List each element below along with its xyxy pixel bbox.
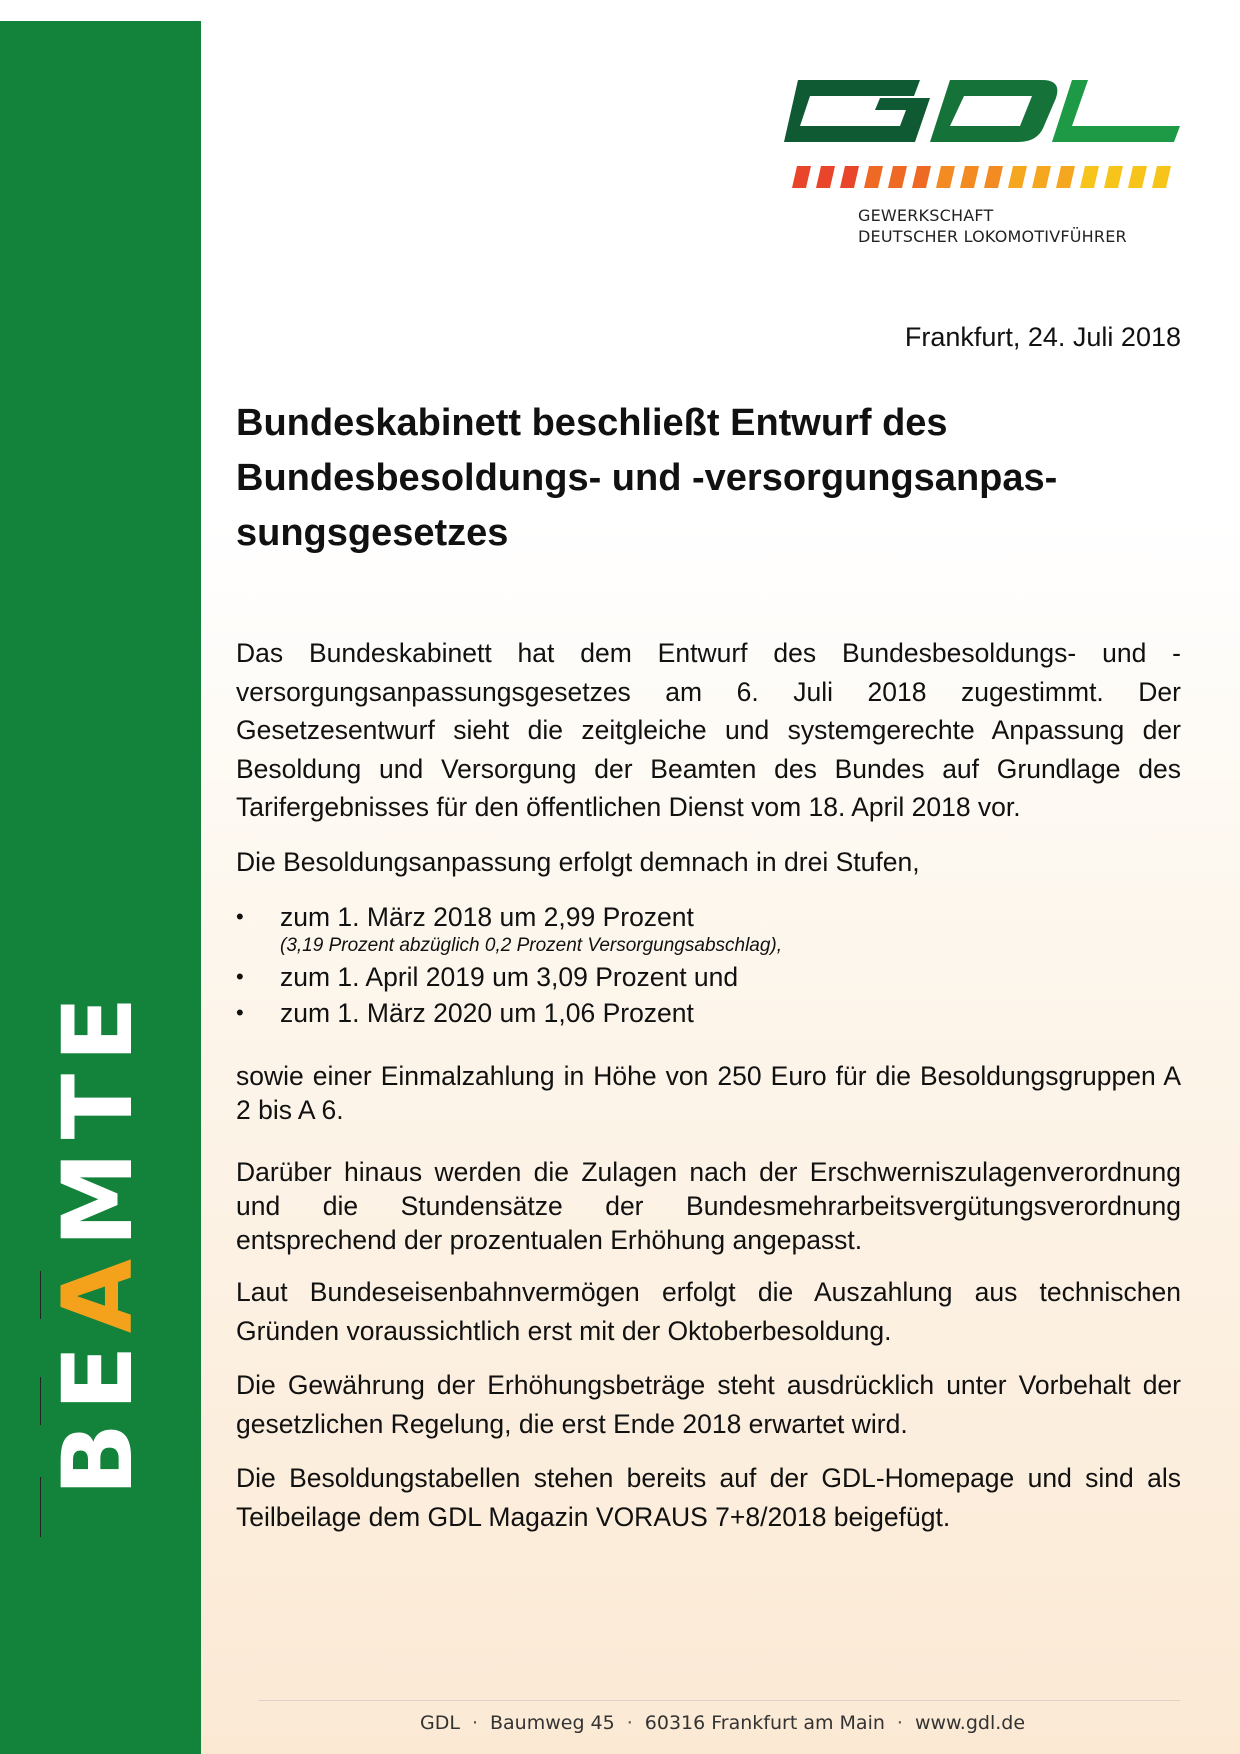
sidebar-tick-mark [40, 1477, 41, 1537]
footer-website[interactable]: www.gdl.de [914, 1712, 1026, 1734]
logo-stripe [888, 166, 907, 188]
paragraph-one-time-payment: sowie einer Einmalzahlung in Höhe von 250 Euro für die Besoldungsgruppen A 2 bis A 6. [236, 1061, 1181, 1125]
logo-stripes [792, 166, 1171, 188]
sidebar-letter: B [42, 1410, 154, 1496]
sidebar-vertical-word [42, 984, 154, 1496]
footer-city: 60316 Frankfurt am Main [644, 1712, 885, 1734]
logo-stripe [1056, 166, 1075, 188]
bullet-icon: • [236, 964, 244, 989]
sidebar-letter: M [42, 1139, 154, 1247]
footer-org: GDL [420, 1712, 460, 1734]
step-text: zum 1. März 2020 um 1,06 Prozent [280, 998, 694, 1028]
headline-line: Bundeskabinett beschließt Entwurf des [236, 402, 948, 444]
logo-stripe [1032, 166, 1051, 188]
sidebar-letter: T [42, 1061, 154, 1140]
steps-list [236, 899, 1181, 1031]
paragraph-payment: Laut Bundeseisenbahnvermögen erfolgt die Auszahlung aus technischen Gründen voraussichtlich erst mit der Oktoberbesoldung. [236, 1277, 1181, 1346]
paragraph-steps-lead: Die Besoldungsanpassung erfolgt demnach in drei Stufen, [236, 846, 920, 877]
logo-stripe [1104, 166, 1123, 188]
list-item [236, 959, 1181, 995]
sidebar-tick-mark [40, 1377, 41, 1425]
footer-separator: · [896, 1712, 903, 1734]
logo-subtitle-line2: DEUTSCHER LOKOMOTIVFÜHRER [858, 227, 1127, 246]
logo-letter-l [1052, 80, 1180, 142]
logo-subtitle-line1: GEWERKSCHAFT [858, 206, 994, 225]
sidebar-tick-mark [40, 1271, 41, 1319]
headline-line: Bundesbesoldungs- und -versorgungsanpas- [236, 457, 1058, 499]
paragraph-allowances: Darüber hinaus werden die Zulagen nach der Erschwerniszulagenverordnung und die Stundensätze der Bundesmehrarbeitsvergütungsverordnung entsprechend der prozentualen Erhöhung angepasst. [236, 1157, 1181, 1255]
footer-street: Baumweg 45 [490, 1712, 615, 1734]
letter-body [236, 634, 1181, 1536]
paragraph-tables: Die Besoldungstabellen stehen bereits auf der GDL-Homepage und sind als Teilbeilage dem GDL Magazin VORAUS 7+8/2018 beigefügt. [236, 1463, 1181, 1532]
logo-stripe [864, 166, 883, 188]
logo-stripe [984, 166, 1003, 188]
paragraph-reservation: Die Gewährung der Erhöhungsbeträge steht ausdrücklich unter Vorbehalt der gesetzlichen Regelung, die erst Ende 2018 erwartet wird. [236, 1370, 1181, 1439]
logo-stripe [1008, 166, 1027, 188]
logo-stripe [792, 166, 811, 188]
step-text: zum 1. März 2018 um 2,99 Prozent [280, 902, 694, 932]
logo-stripe [840, 166, 859, 188]
step-note: (3,19 Prozent abzüglich 0,2 Prozent Versorgungsabschlag), [280, 935, 783, 956]
step-text: zum 1. April 2019 um 3,09 Prozent und [280, 962, 739, 992]
paragraph-intro: Das Bundeskabinett hat dem Entwurf des Bundesbesoldungs- und -versorgungsanpassungsgesetzes am 6. Juli 2018 zugestimmt. Der Gesetzesentwurf sieht die zeitgleiche und systemgerechte Anpassung der Besoldung und Versorgung der Beamten des Bundes auf Grundlage des Tarifergebnisses für den öffentlichen Dienst vom 18. April 2018 vor. [236, 638, 1181, 822]
logo-stripe [912, 166, 931, 188]
footer-divider [258, 1700, 1180, 1701]
logo-subtitle [858, 205, 1127, 247]
logo-stripe [1152, 166, 1171, 188]
sidebar-letter: E [42, 1333, 154, 1411]
list-item [236, 899, 1181, 959]
sidebar-letter: E [42, 984, 154, 1062]
logo-stripe [960, 166, 979, 188]
list-item [236, 995, 1181, 1031]
sidebar-band [0, 21, 201, 1754]
headline [236, 396, 1181, 561]
letter-date: Frankfurt, 24. Juli 2018 [904, 322, 1181, 352]
logo-stripe [1080, 166, 1099, 188]
logo-letter-d [930, 80, 1057, 142]
bullet-icon: • [236, 1000, 244, 1025]
footer-separator: · [626, 1712, 633, 1734]
footer-address [420, 1712, 1025, 1734]
footer-separator: · [471, 1712, 478, 1734]
sidebar-letter-accent: A [42, 1246, 154, 1334]
logo-stripe [1128, 166, 1147, 188]
headline-line: sungsgesetzes [236, 512, 509, 554]
logo-letter-g [784, 80, 930, 142]
bullet-icon: • [236, 904, 244, 929]
logo-stripe [816, 166, 835, 188]
logo-stripe [936, 166, 955, 188]
